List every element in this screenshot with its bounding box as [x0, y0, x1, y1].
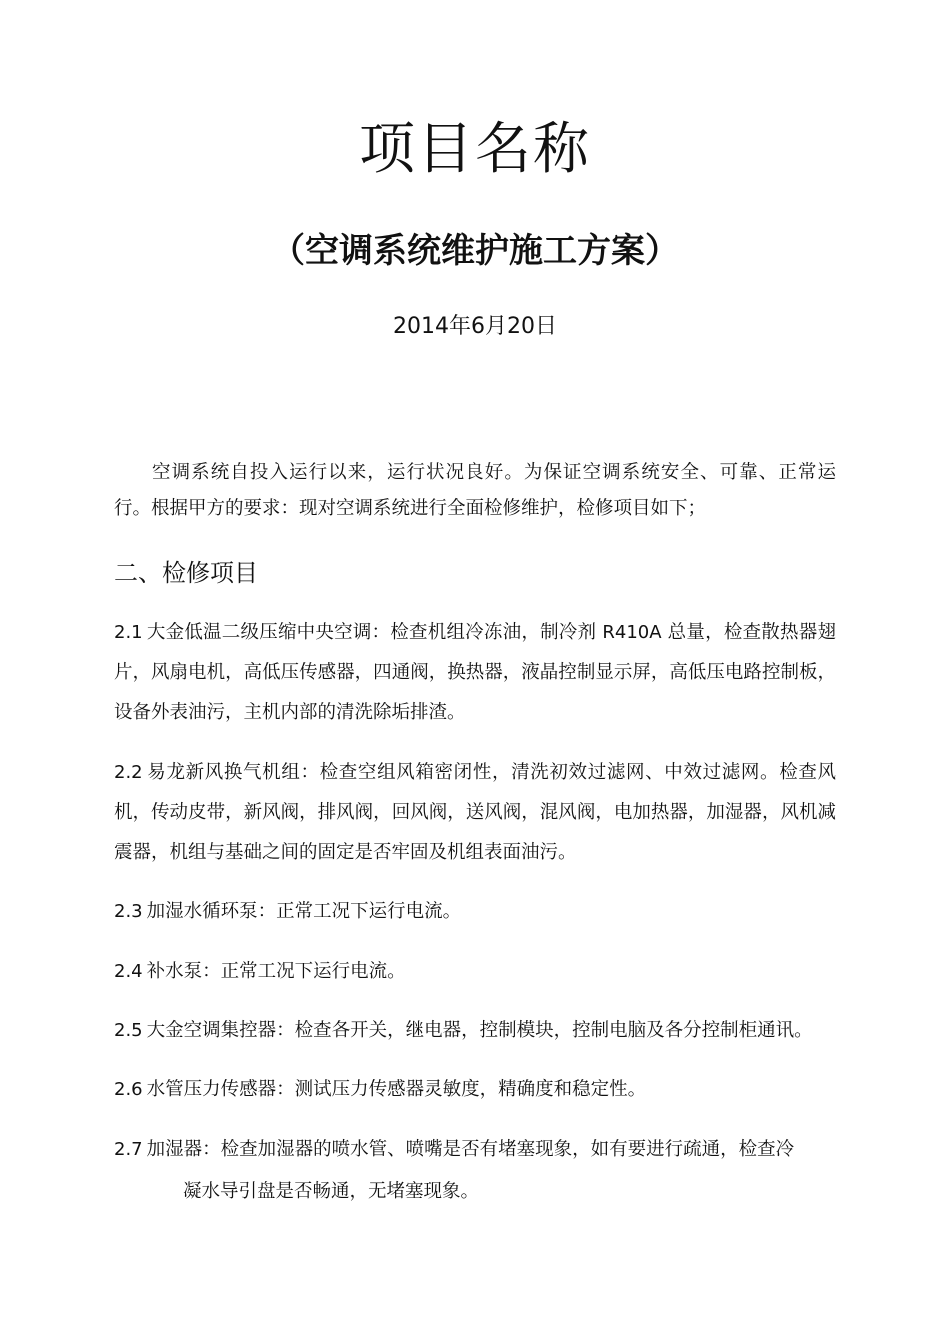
item-2-7-continuation: 凝水导引盘是否畅通，无堵塞现象。	[183, 1181, 480, 1202]
item-2-7	[114, 1130, 836, 1170]
item-number: 2.5	[114, 1020, 143, 1041]
document-subtitle: （空调系统维护施工方案）	[271, 231, 679, 271]
item-text: 加湿水循环泵：正常工况下运行电流。	[146, 901, 462, 922]
item-2-4	[114, 952, 836, 992]
item-text: 总量，检查散热器翅片，风扇电机，高低压传感器，四通阀，换热器，液晶控制显示屏，高低压电路控制板，设备外表油污，主机内部的清洗除垢排渣。	[114, 622, 836, 723]
item-number: 2.7	[114, 1139, 143, 1160]
item-text: 加湿器：检查加湿器的喷水管、喷嘴是否有堵塞现象，如有要进行疏通，检查冷	[146, 1139, 795, 1160]
refrigerant-code: R410A	[602, 622, 662, 643]
document-date: 2014年6月20日	[393, 314, 557, 339]
item-number: 2.6	[114, 1079, 143, 1100]
item-number: 2.1	[114, 622, 143, 643]
section-heading: 二、检修项目	[114, 559, 258, 587]
item-2-3	[114, 892, 836, 932]
item-number: 2.2	[114, 762, 143, 783]
item-2-6	[114, 1070, 836, 1110]
item-2-2	[114, 753, 836, 873]
item-2-1	[114, 613, 836, 733]
item-number: 2.4	[114, 961, 143, 982]
item-text: 大金低温二级压缩中央空调：检查机组冷冻油，制冷剂	[146, 622, 597, 643]
document-title: 项目名称	[359, 117, 591, 182]
item-2-5	[114, 1011, 836, 1051]
item-text: 水管压力传感器：测试压力传感器灵敏度，精确度和稳定性。	[146, 1079, 647, 1100]
item-text: 易龙新风换气机组：检查空组风箱密闭性，清洗初效过滤网、中效过滤网。检查风机，传动皮带，新风阀，排风阀，回风阀，送风阀，混风阀，电加热器，加湿器，风机减震器，机组与基础之间的固定是否牢固及机组表面油污。	[114, 762, 836, 863]
item-number: 2.3	[114, 901, 143, 922]
item-text: 补水泵：正常工况下运行电流。	[146, 961, 406, 982]
intro-paragraph: 空调系统自投入运行以来，运行状况良好。为保证空调系统安全、可靠、正常运行。根据甲方的要求：现对空调系统进行全面检修维护，检修项目如下；	[114, 462, 836, 519]
item-text: 大金空调集控器：检查各开关，继电器，控制模块，控制电脑及各分控制柜通讯。	[146, 1020, 813, 1041]
